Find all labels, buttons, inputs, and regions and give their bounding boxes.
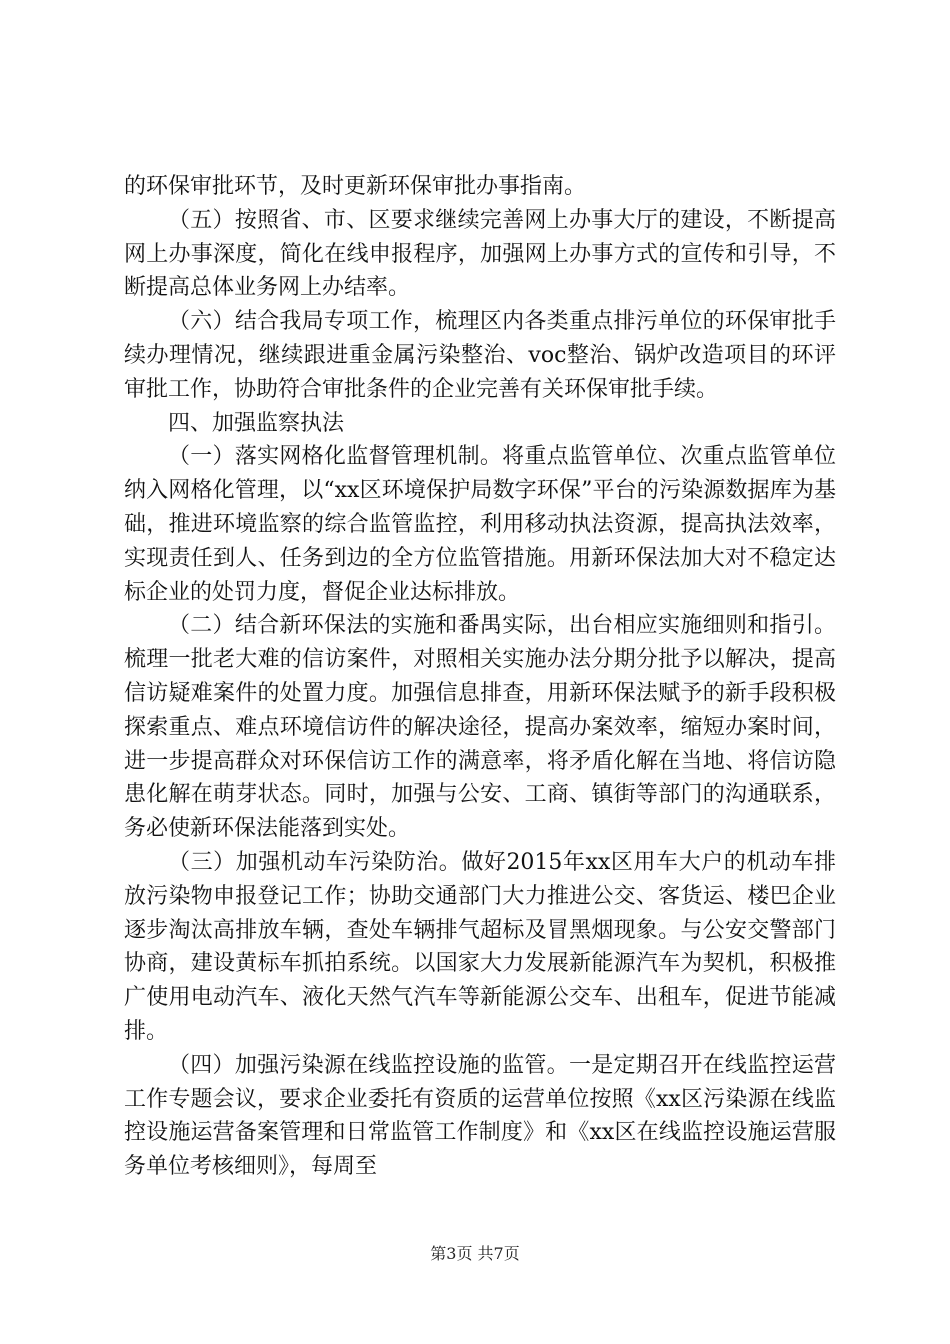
paragraph-item-2: （二）结合新环保法的实施和番禺实际，出台相应实施细则和指引。梳理一批老大难的信访案件，对照相关实施办法分期分批予以解决，提高信访疑难案件的处置力度。加强信息排查，用新环保法赋予的新手段积极探索重点、难点环境信访件的解决途径，提高办案效率，缩短办案时间，进一步提高群众对环保信访工作的满意率，将矛盾化解在当地、将信访隐患化解在萌芽状态。同时，加强与公安、工商、镇街等部门的沟通联系，务必使新环保法能落到实处。 bbox=[124, 613, 836, 842]
paragraph-item-6: （六）结合我局专项工作，梳理区内各类重点排污单位的环保审批手续办理情况，继续跟进重金属污染整治、voc整治、锅炉改造项目的环评审批工作，协助符合审批条件的企业完善有关环保审批手续。 bbox=[124, 309, 836, 402]
page-number-footer: 第3页 共7页 bbox=[430, 1244, 520, 1263]
paragraph-item-3: （三）加强机动车污染防治。做好2015年xx区用车大户的机动车排放污染物申报登记工作；协助交通部门大力推进公交、客货运、楼巴企业逐步淘汰高排放车辆，查处车辆排气超标及冒黑烟现象。与公安交警部门协商，建设黄标车抓拍系统。以国家大力发展新能源汽车为契机，积极推广使用电动汽车、液化天然气汽车等新能源公交车、出租车，促进节能减排。 bbox=[124, 849, 836, 1044]
document-body bbox=[124, 170, 836, 1184]
paragraph-item-1: （一）落实网格化监督管理机制。将重点监管单位、次重点监管单位纳入网格化管理，以“xx区环境保护局数字环保”平台的污染源数据库为基础，推进环境监察的综合监管监控，利用移动执法资源，提高执法效率，实现责任到人、任务到边的全方位监管措施。用新环保法加大对不稳定达标企业的处罚力度，督促企业达标排放。 bbox=[124, 444, 836, 605]
paragraph-continuation: 的环保审批环节，及时更新环保审批办事指南。 bbox=[124, 174, 587, 199]
paragraph-item-4: （四）加强污染源在线监控设施的监管。一是定期召开在线监控运营工作专题会议，要求企业委托有资质的运营单位按照《xx区污染源在线监控设施运营备案管理和日常监管工作制度》和《xx区在线监控设施运营服务单位考核细则》，每周至 bbox=[124, 1052, 836, 1180]
section-heading: 四、加强监察执法 bbox=[168, 410, 345, 436]
paragraph-item-5: （五）按照省、市、区要求继续完善网上办事大厅的建设，不断提高网上办事深度，简化在线申报程序，加强网上办事方式的宣传和引导，不断提高总体业务网上办结率。 bbox=[124, 207, 836, 301]
